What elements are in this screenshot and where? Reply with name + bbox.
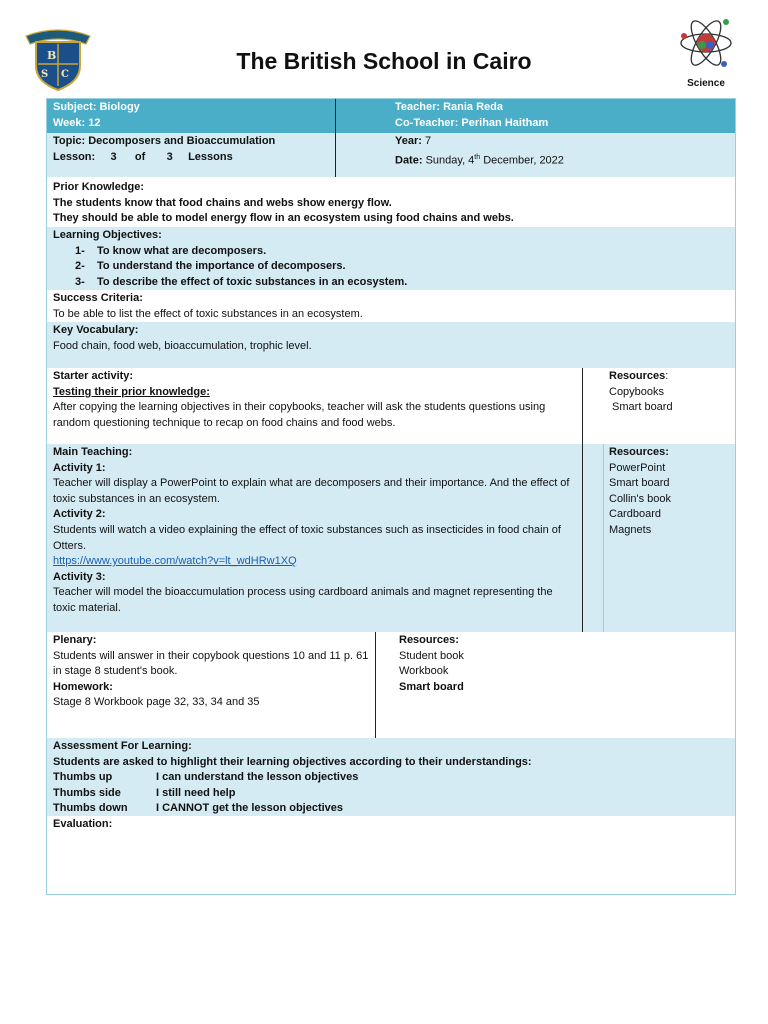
assessment-value: I can understand the lesson objectives: [156, 771, 359, 784]
co-teacher-text: Co-Teacher: Perihan Haitham: [395, 116, 549, 129]
assessment-row: [53, 786, 729, 802]
starter-text: After copying the learning objectives in their copybooks, teacher will ask the students questions using random questioning technique to recap on food chains and food webs.: [53, 401, 546, 429]
main-resources-label: Resources:: [609, 446, 669, 458]
prior-knowledge-section: [47, 179, 735, 227]
prior-line-2: They should be able to model energy flow in an ecosystem using food chains and webs.: [53, 212, 514, 225]
page-title: The British School in Cairo: [236, 48, 532, 74]
starter-section: [47, 368, 735, 444]
year-value: 7: [421, 135, 432, 147]
starter-resources-colon: :: [665, 370, 669, 382]
date-label: Date:: [395, 154, 423, 167]
assessment-heading: Assessment For Learning:: [53, 740, 192, 752]
assessment-section: [47, 738, 735, 816]
starter-resource-item: Copybooks: [609, 385, 665, 398]
main-resource-item: Cardboard: [609, 508, 661, 521]
objective-item: 1- To know what are decomposers.: [75, 244, 267, 257]
starter-heading: Starter activity:: [53, 370, 134, 382]
main-resource-item: Smart board: [609, 477, 670, 490]
assessment-key: Thumbs up: [53, 771, 113, 784]
prior-line-1: The students know that food chains and webs show energy flow.: [53, 196, 392, 209]
assessment-key: Thumbs down: [53, 802, 128, 815]
main-resource-item: Magnets: [609, 523, 652, 536]
activity-2-text: Students will watch a video explaining the effect of toxic substances such as insecticides in food chain of Otters.: [53, 523, 561, 552]
youtube-video-link[interactable]: https://www.youtube.com/watch?v=lt_wdHRw1XQ: [53, 555, 297, 568]
date-value: Sunday, 4: [422, 154, 475, 167]
success-criteria-section: [47, 290, 735, 322]
plenary-resources-label: Resources:: [399, 634, 459, 646]
starter-subheading: Testing their prior knowledge:: [53, 385, 210, 398]
evaluation-section: [47, 816, 735, 894]
assessment-row: [53, 770, 729, 786]
date-suffix: th: [474, 153, 481, 161]
homework-text: Stage 8 Workbook page 32, 33, 34 and 35: [53, 696, 260, 709]
year-label: Year:: [395, 135, 422, 147]
objective-item: 3- To describe the effect of toxic substances in an ecosystem.: [75, 275, 408, 288]
vocabulary-section: [47, 322, 735, 368]
topic-row: [47, 133, 735, 177]
lesson-count-text: Lesson: 3 of 3 Lessons: [53, 150, 233, 163]
objectives-heading: Learning Objectives:: [53, 229, 162, 241]
vocab-heading: Key Vocabulary:: [53, 324, 139, 336]
svg-text:S: S: [41, 69, 49, 80]
main-resource-item: PowerPoint: [609, 461, 666, 474]
main-heading: Main Teaching:: [53, 446, 133, 458]
date-rest: December, 2022: [480, 154, 564, 167]
plenary-section: [47, 632, 735, 738]
plenary-heading: Plenary:: [53, 634, 97, 646]
main-teaching-section: [47, 444, 735, 632]
success-text: To be able to list the effect of toxic substances in an ecosystem.: [53, 307, 363, 320]
topic-text: Topic: Decomposers and Bioaccumulation: [53, 135, 276, 147]
evaluation-heading: Evaluation:: [53, 818, 113, 830]
assessment-value: I CANNOT get the lesson objectives: [156, 802, 344, 815]
svg-text:B: B: [47, 49, 57, 62]
week-text: Week: 12: [53, 116, 101, 129]
assessment-value: I still need help: [156, 786, 236, 799]
plenary-text: Students will answer in their copybook questions 10 and 11 p. 61 in stage 8 student's book.: [53, 649, 369, 678]
success-heading: Success Criteria:: [53, 292, 143, 304]
vocab-text: Food chain, food web, bioaccumulation, trophic level.: [53, 339, 312, 352]
subject-text: Subject: Biology: [53, 101, 140, 113]
prior-heading: Prior Knowledge:: [53, 181, 145, 193]
plenary-resource-item: Student book: [399, 649, 464, 662]
assessment-intro: Students are asked to highlight their learning objectives according to their understandings:: [53, 755, 532, 768]
svg-text:C: C: [61, 69, 69, 80]
starter-resource-item: Smart board: [609, 401, 673, 414]
starter-resources-label: Resources: [609, 370, 666, 382]
objective-item: 2- To understand the importance of decomposers.: [75, 260, 346, 273]
activity-2-title: Activity 2:: [53, 508, 106, 521]
activity-3-text: Teacher will model the bioaccumulation process using cardboard animals and magnet representing the toxic material.: [53, 586, 553, 614]
main-resource-item: Collin's book: [609, 492, 672, 505]
plenary-resource-item: Workbook: [399, 665, 449, 678]
assessment-key: Thumbs side: [53, 786, 121, 799]
activity-1-text: Teacher will display a PowerPoint to explain what are decomposers and their importance. And the effect of toxic substances in an ecosystem.: [53, 477, 570, 505]
homework-label: Homework:: [53, 680, 113, 693]
header-row: [47, 99, 735, 133]
activity-3-title: Activity 3:: [53, 570, 106, 583]
lesson-plan-table: [46, 98, 736, 895]
objectives-section: [47, 227, 735, 290]
science-label: Science: [687, 78, 725, 89]
activity-1-title: Activity 1:: [53, 461, 106, 474]
plenary-resource-item: Smart board: [399, 680, 464, 693]
assessment-row: [53, 801, 729, 817]
teacher-text: Teacher: Rania Reda: [395, 101, 504, 113]
